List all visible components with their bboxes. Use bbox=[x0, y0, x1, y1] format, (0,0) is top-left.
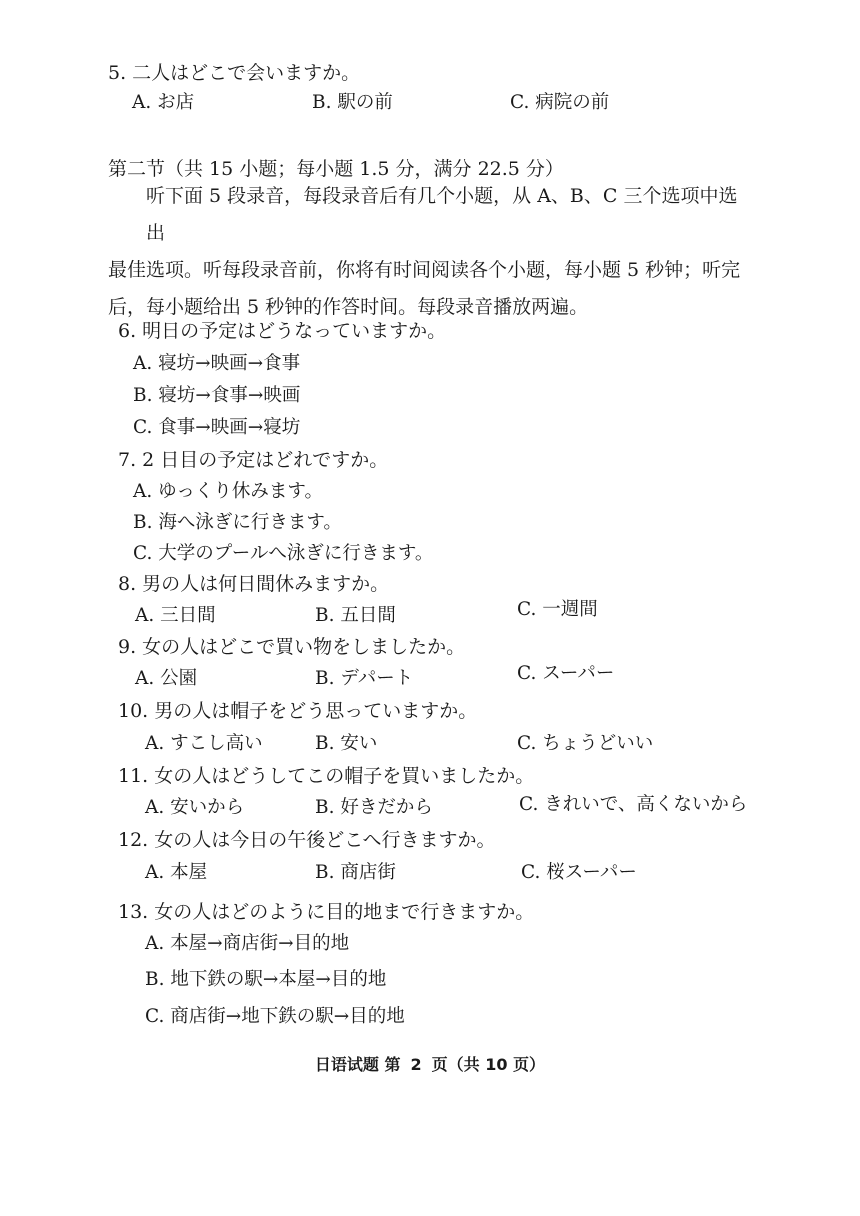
question-12-stem: 12. 女の人は今日の午後どこへ行きますか。 bbox=[118, 829, 496, 851]
instruction-line-1: 听下面 5 段录音，每段录音后有几个小题，从 A、B、C 三个选项中选出 bbox=[146, 185, 738, 244]
q12-option-a: A. 本屋 bbox=[145, 862, 208, 883]
section-2-heading: 第二节（共 15 小题；每小题 1.5 分，满分 22.5 分） bbox=[108, 158, 564, 180]
q11-option-c: C. きれいで、高くないから bbox=[519, 794, 748, 815]
footer-total-pages: 页（共 10 页） bbox=[431, 1055, 546, 1074]
q9-option-a: A. 公園 bbox=[135, 668, 198, 689]
question-8-stem: 8. 男の人は何日間休みますか。 bbox=[118, 573, 390, 595]
q10-option-b: B. 安い bbox=[315, 733, 378, 754]
q9-option-b: B. デパート bbox=[315, 668, 414, 689]
instruction-line-3: 后，每小题给出 5 秒钟的作答时间。每段录音播放两遍。 bbox=[108, 296, 589, 318]
q7-option-c: C. 大学のプールへ泳ぎに行きます。 bbox=[133, 543, 434, 564]
q11-option-b: B. 好きだから bbox=[315, 797, 433, 818]
question-9-stem: 9. 女の人はどこで買い物をしましたか。 bbox=[118, 636, 466, 658]
q8-option-a: A. 三日間 bbox=[135, 605, 216, 626]
question-13-stem: 13. 女の人はどのように目的地まで行きますか。 bbox=[118, 901, 535, 923]
page-footer bbox=[0, 1052, 860, 1075]
instruction-line-2: 最佳选项。听每段录音前，你将有时间阅读各个小题，每小题 5 秒钟；听完 bbox=[108, 259, 741, 281]
q9-option-c: C. スーパー bbox=[517, 663, 615, 684]
q5-option-c: C. 病院の前 bbox=[510, 92, 610, 113]
footer-page-number: 2 bbox=[410, 1055, 422, 1074]
q5-option-b: B. 駅の前 bbox=[312, 92, 393, 113]
question-11-stem: 11. 女の人はどうしてこの帽子を買いましたか。 bbox=[118, 765, 535, 787]
q8-option-b: B. 五日間 bbox=[315, 605, 396, 626]
question-7-stem: 7. 2 日目の予定はどれですか。 bbox=[118, 449, 389, 471]
footer-subject: 日语试题 第 bbox=[314, 1055, 401, 1074]
question-10-stem: 10. 男の人は帽子をどう思っていますか。 bbox=[118, 700, 478, 722]
q8-option-c: C. 一週間 bbox=[517, 599, 598, 620]
q10-option-c: C. ちょうどいい bbox=[517, 733, 654, 754]
q6-option-b: B. 寝坊→食事→映画 bbox=[133, 385, 301, 406]
q13-option-a: A. 本屋→商店街→目的地 bbox=[145, 933, 350, 954]
q13-option-b: B. 地下鉄の駅→本屋→目的地 bbox=[145, 969, 387, 990]
section-2-instructions bbox=[108, 178, 748, 326]
q6-option-c: C. 食事→映画→寝坊 bbox=[133, 417, 301, 438]
q12-option-b: B. 商店街 bbox=[315, 862, 396, 883]
q13-option-c: C. 商店街→地下鉄の駅→目的地 bbox=[145, 1006, 405, 1027]
q12-option-c: C. 桜スーパー bbox=[521, 862, 637, 883]
q5-option-a: A. お店 bbox=[132, 92, 195, 113]
q6-option-a: A. 寝坊→映画→食事 bbox=[133, 353, 301, 374]
q7-option-b: B. 海へ泳ぎに行きます。 bbox=[133, 512, 342, 533]
q7-option-a: A. ゆっくり休みます。 bbox=[133, 481, 323, 502]
question-5-stem: 5. 二人はどこで会いますか。 bbox=[108, 62, 361, 84]
q10-option-a: A. すこし高い bbox=[145, 733, 263, 754]
question-6-stem: 6. 明日の予定はどうなっていますか。 bbox=[118, 320, 447, 342]
q11-option-a: A. 安いから bbox=[145, 797, 245, 818]
